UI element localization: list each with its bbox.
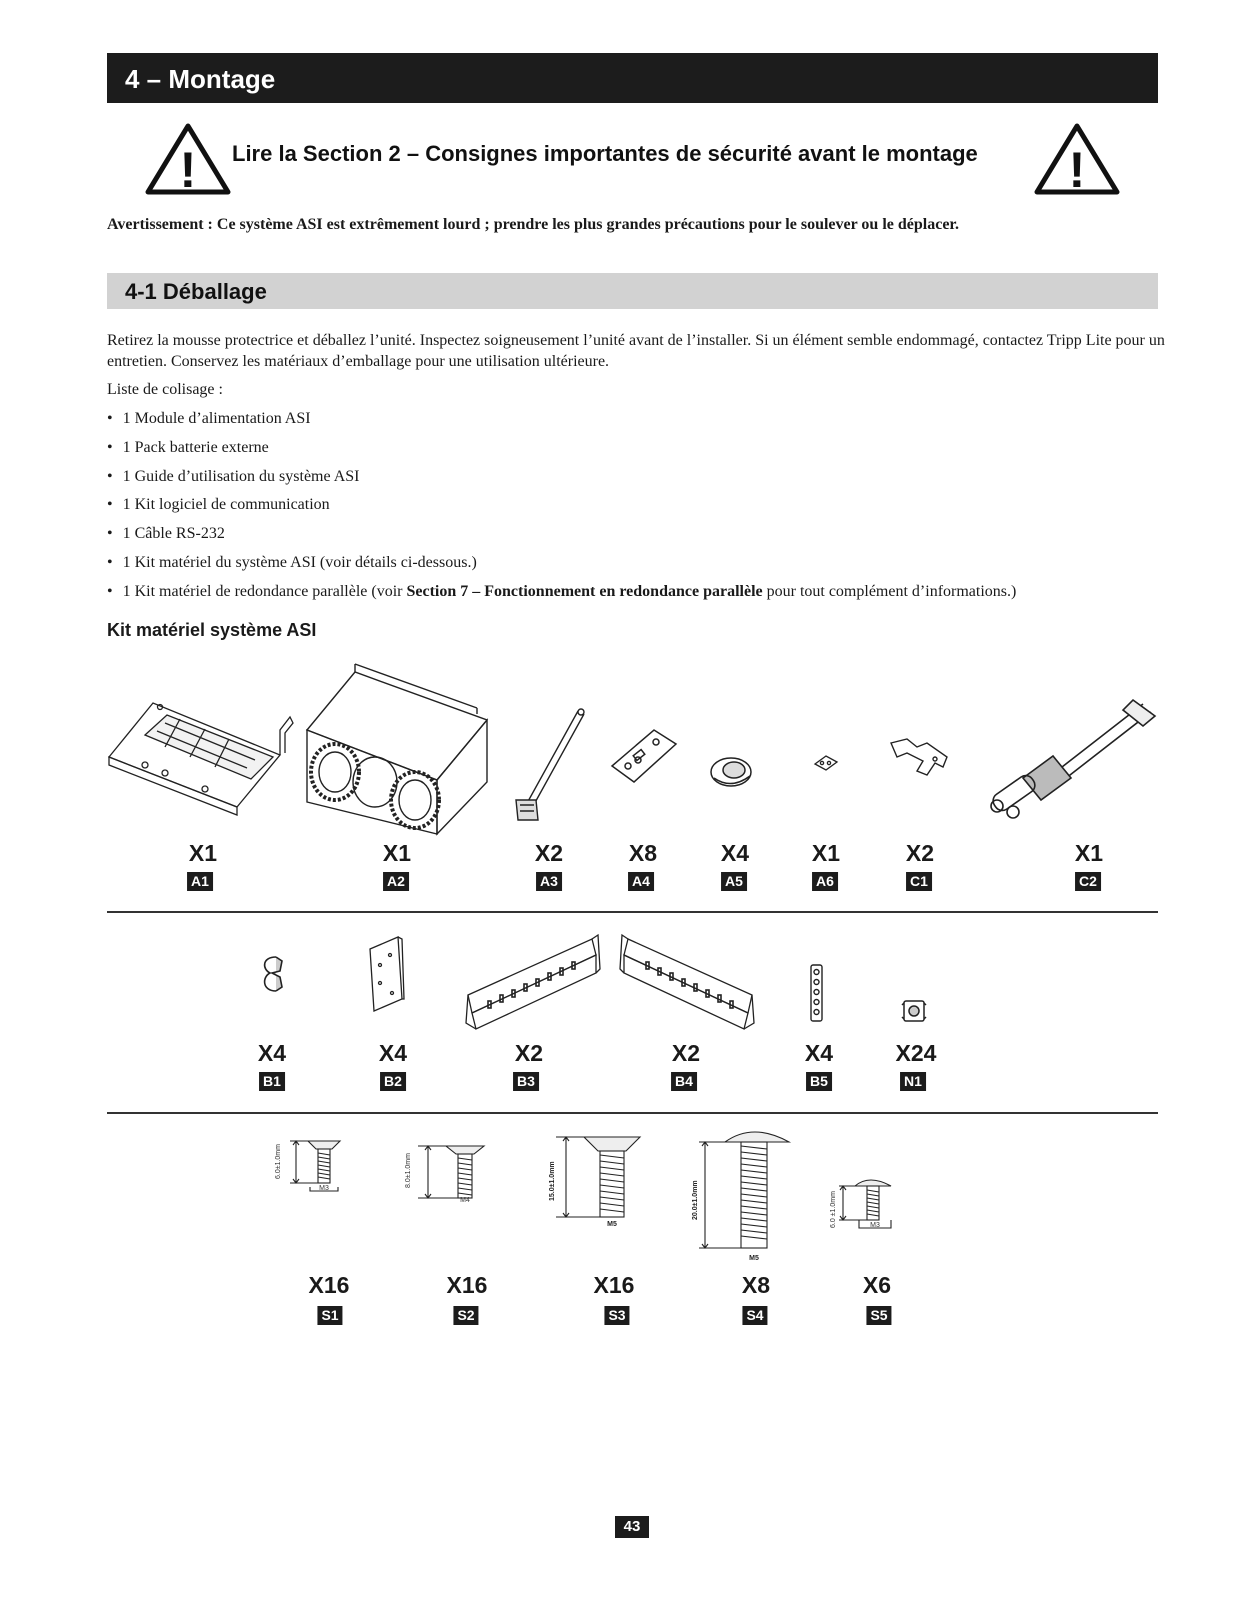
part-code: B5 xyxy=(806,1072,832,1091)
page-number: 43 xyxy=(615,1516,649,1538)
list-item: • 1 Kit matériel de redondance parallèle (voir Section 7 – Fonctionnement en redondance parallèle pour tout complément d’informations.) xyxy=(107,582,1017,600)
qty-label: X24 xyxy=(895,1040,937,1066)
warning-mark: ! xyxy=(179,142,197,198)
thread-label: M3 xyxy=(319,1185,329,1192)
small-plate-icon xyxy=(812,752,840,774)
warning-title: Lire la Section 2 – Consignes importantes de sécurité avant le montage xyxy=(232,141,978,166)
dimension-label: 20.0±1.0mm xyxy=(692,1180,699,1220)
clip-icon xyxy=(258,955,288,995)
list-item: • 1 Guide d’utilisation du système ASI xyxy=(107,467,360,485)
part-code: S2 xyxy=(453,1306,478,1325)
qty-label: X4 xyxy=(378,1040,408,1066)
thread-label: M5 xyxy=(749,1255,759,1262)
part-code: A1 xyxy=(187,872,213,891)
qty-label: X8 xyxy=(741,1272,771,1298)
qty-label: X6 xyxy=(862,1272,892,1298)
kit-title: Kit matériel système ASI xyxy=(107,620,317,640)
bracket-icon xyxy=(887,735,953,780)
part-code: C1 xyxy=(906,872,932,891)
screw-icon xyxy=(540,1135,650,1230)
part-code: C2 xyxy=(1075,872,1101,891)
part-code: A2 xyxy=(383,872,409,891)
thread-label: M5 xyxy=(607,1221,617,1228)
warning-mark: ! xyxy=(1068,142,1086,198)
screw-icon xyxy=(400,1140,500,1210)
section-title: 4 – Montage xyxy=(107,53,1158,103)
part-code: N1 xyxy=(900,1072,926,1091)
cable-tie-icon xyxy=(506,705,591,825)
part-code: A3 xyxy=(536,872,562,891)
part-code: B4 xyxy=(671,1072,697,1091)
part-code: B2 xyxy=(380,1072,406,1091)
bullet: • xyxy=(107,553,113,571)
warning-left-icon xyxy=(145,123,231,198)
part-code: A5 xyxy=(721,872,747,891)
qty-label: X2 xyxy=(534,840,564,866)
terminal-cover-icon xyxy=(105,695,295,810)
plate-icon xyxy=(608,726,680,786)
qty-label: X1 xyxy=(382,840,412,866)
qty-label: X1 xyxy=(811,840,841,866)
qty-label: X16 xyxy=(308,1272,350,1298)
warning-right-icon xyxy=(1034,123,1120,198)
mounting-ear-icon xyxy=(366,935,406,1015)
qty-label: X16 xyxy=(446,1272,488,1298)
qty-label: X4 xyxy=(257,1040,287,1066)
qty-label: X1 xyxy=(1074,840,1104,866)
qty-label: X1 xyxy=(188,840,218,866)
part-code: S4 xyxy=(742,1306,767,1325)
bullet: • xyxy=(107,525,113,543)
list-item: • 1 Kit logiciel de communication xyxy=(107,496,330,514)
bullet: • xyxy=(107,467,113,485)
cage-nut-icon xyxy=(900,997,928,1025)
part-code: B3 xyxy=(513,1072,539,1091)
qty-label: X4 xyxy=(804,1040,834,1066)
qty-label: X2 xyxy=(905,840,935,866)
bullet: • xyxy=(107,496,113,514)
qty-label: X2 xyxy=(671,1040,701,1066)
thread-label: M4 xyxy=(460,1197,470,1204)
intro-paragraph: Retirez la mousse protectrice et déballez l’unité. Inspectez soigneusement l’unité avant de l’installer. Si un élément semble endommagé, contactez Tripp Lite pour un entretien. Conservez les matériaux d’emballage pour une utilisation ultérieure. xyxy=(107,332,1165,370)
qty-label: X16 xyxy=(593,1272,635,1298)
part-code: S1 xyxy=(317,1306,342,1325)
dimension-label: 8.0±1.0mm xyxy=(405,1153,412,1188)
screw-icon xyxy=(825,1172,915,1237)
qty-label: X8 xyxy=(628,840,658,866)
qty-label: X2 xyxy=(514,1040,544,1066)
part-code: B1 xyxy=(259,1072,285,1091)
part-code: S5 xyxy=(866,1306,891,1325)
dimension-label: 6.0±1.0mm xyxy=(275,1144,282,1179)
dimension-label: 6.0 ±1.0mm xyxy=(830,1191,837,1228)
divider xyxy=(107,1112,1158,1114)
rail-right-icon xyxy=(618,933,758,1033)
strip-icon xyxy=(806,963,828,1025)
screw-icon xyxy=(685,1122,800,1267)
list-item: • 1 Kit matériel du système ASI (voir détails ci-dessous.) xyxy=(107,553,477,571)
dimension-label: 15.0±1.0mm xyxy=(549,1161,556,1201)
list-item: • 1 Pack batterie externe xyxy=(107,438,269,456)
list-item: • 1 Câble RS-232 xyxy=(107,525,225,543)
section-reference: Section 7 – Fonctionnement en redondance parallèle xyxy=(406,582,763,600)
packing-list-label: Liste de colisage : xyxy=(107,381,223,398)
divider xyxy=(107,911,1158,913)
rail-left-icon xyxy=(462,933,602,1033)
list-item: • 1 Module d’alimentation ASI xyxy=(107,410,311,427)
thread-label: M3 xyxy=(870,1222,880,1229)
part-code: S3 xyxy=(604,1306,629,1325)
warning-text: Avertissement : Ce système ASI est extrêmement lourd ; prendre les plus grandes précautions pour le soulever ou le déplacer. xyxy=(107,216,960,233)
conduit-box-icon xyxy=(297,662,492,837)
qty-label: X4 xyxy=(720,840,750,866)
foot-icon xyxy=(706,750,756,790)
packing-list xyxy=(107,405,1016,607)
part-code: A6 xyxy=(812,872,838,891)
bullet: • xyxy=(107,582,113,600)
bullet: • xyxy=(107,410,113,427)
screw-icon xyxy=(270,1135,370,1195)
connector-cable-icon xyxy=(983,696,1158,821)
subsection-title: 4-1 Déballage xyxy=(107,273,1158,309)
bullet: • xyxy=(107,438,113,456)
part-code: A4 xyxy=(628,872,654,891)
